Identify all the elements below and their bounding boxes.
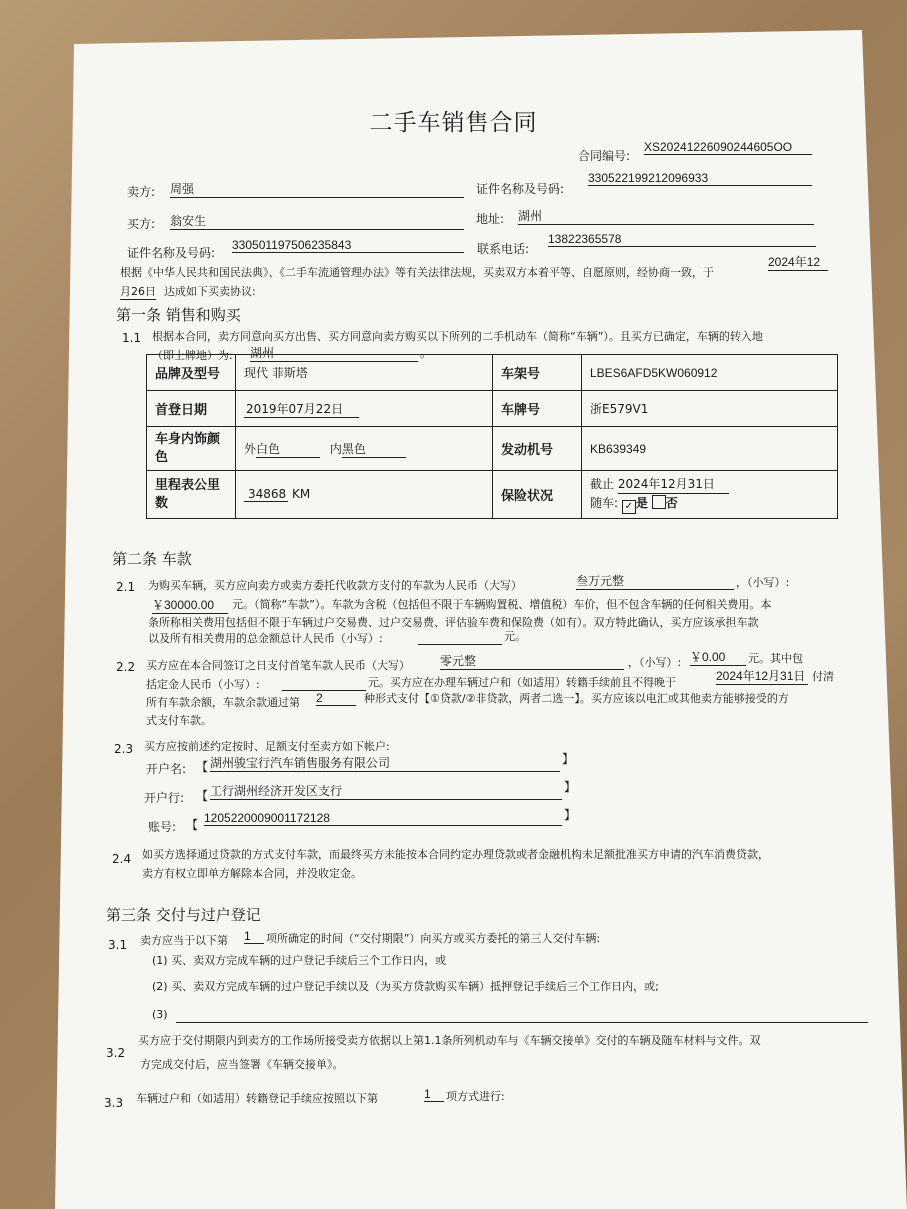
- brand-label: 品牌及型号: [147, 355, 236, 391]
- regdate-cell: [236, 391, 493, 427]
- seller-id-label: 证件名称及号码:: [476, 182, 565, 196]
- mileage-cell: [236, 471, 493, 519]
- p21-b: ，（小写）:: [736, 576, 790, 589]
- p22-date: 2024年12月31日: [716, 667, 808, 685]
- preamble-date-2: 月26日: [120, 285, 156, 298]
- regdate-value: 2019年07月22日: [244, 400, 359, 418]
- plate-label: 车牌号: [493, 391, 582, 427]
- p23-bank-lb: 【: [196, 789, 209, 803]
- page-title: 二手车销售合同: [369, 110, 538, 136]
- insurance-yes-label: 是: [635, 496, 648, 510]
- int-color: 黑色: [342, 440, 406, 458]
- p23-a: 买方应按前述约定按时、足额支付至卖方如下帐户:: [144, 740, 390, 753]
- buyer-label: 买方:: [127, 217, 156, 231]
- p31-o1: (1) 买、卖双方完成车辆的过户登记手续后三个工作日内，或: [152, 954, 447, 967]
- p31-a: 卖方应当于以下第: [140, 934, 228, 947]
- p22-upper: 零元整: [440, 652, 624, 670]
- p24-num: 2.4: [112, 852, 132, 866]
- preamble-line1: 根据《中华人民共和国民法典》、《二手车流通管理办法》等有关法律法规，买卖双方本着平等、自愿原则，经协商一致，于: [120, 266, 714, 279]
- phone-value: 13822365578: [548, 232, 816, 247]
- phone-label: 联系电话:: [477, 242, 530, 256]
- insurance-no-label: 否: [665, 496, 678, 510]
- p33-item: 1: [424, 1087, 444, 1102]
- preamble-date-1: 2024年12: [768, 253, 828, 271]
- seller-value: 周强: [170, 180, 464, 198]
- p32-b: 方完成交付后，应当签署《车辆交接单》。: [140, 1058, 344, 1071]
- engine-label: 发动机号: [493, 427, 582, 471]
- p22-num: 2.2: [116, 660, 136, 674]
- insurance-label: 保险状况: [493, 471, 582, 519]
- insurance-date-row: [590, 475, 829, 494]
- p33-a: 车辆过户和（如适用）转籍登记手续应按照以下第: [136, 1092, 378, 1105]
- p23-acct: 1205220009001172128: [204, 811, 562, 826]
- preamble-line2: 达成如下买卖协议:: [164, 285, 256, 298]
- p23-acct-label: 账号:: [148, 820, 177, 834]
- p22-e: 元。买方应在办理车辆过户和（如适用）转籍手续前且不得晚于: [368, 676, 676, 689]
- p22-d: 括定金人民币（小写）:: [146, 678, 260, 691]
- color-label: 车身内饰颜色: [147, 427, 236, 471]
- insurance-with-row: [590, 494, 829, 514]
- p31-o3: (3): [152, 1008, 168, 1021]
- p22-h: 种形式支付【①贷款/②非贷款，两者二选一】。买方应该以电汇或其他卖方能够接受的方: [364, 692, 789, 705]
- p21-total-blank: [418, 644, 502, 645]
- insurance-no-checkbox[interactable]: [652, 495, 666, 509]
- vehicle-table: [146, 354, 838, 519]
- p22-b: ，（小写）:: [628, 656, 682, 669]
- mileage-unit: KM: [292, 487, 311, 501]
- regdate-label: 首登日期: [147, 391, 236, 427]
- p32-num: 3.2: [106, 1046, 126, 1060]
- seller-id-value: 330522199212096933: [588, 171, 812, 186]
- p23-bank: 工行湖州经济开发区支行: [210, 782, 562, 800]
- mileage-value: 34868: [244, 487, 288, 502]
- p22-way: 2: [316, 691, 356, 706]
- p33-num: 3.3: [104, 1096, 124, 1110]
- p21-c: 元。（简称“车款”）。车款为含税（包括但不限于车辆购置税、增值税）车价，但不包含车辆的任何相关费用。本: [232, 598, 772, 611]
- p23-bank-label: 开户行:: [144, 791, 185, 805]
- mileage-label: 里程表公里数: [147, 471, 236, 519]
- buyer-id-label: 证件名称及号码:: [127, 246, 216, 260]
- p21-e: 以及所有相关费用的总金额总计人民币（小写）:: [148, 632, 383, 645]
- p32-a: 买方应于交付期限内到卖方的工作场所接受卖方依据以上第1.1条所列机动车与《车辆交接单》交付的车辆及随车材料与文件。双: [138, 1034, 761, 1047]
- p23-num: 2.3: [114, 742, 134, 756]
- p23-name-label: 开户名:: [146, 762, 187, 776]
- art2-heading: 第二条 车款: [112, 550, 192, 568]
- p21-f: 元。: [504, 630, 526, 643]
- brand-value: 现代 菲斯塔: [236, 355, 493, 391]
- buyer-id-value: 330501197506235843: [232, 238, 464, 253]
- insurance-yes-checkbox[interactable]: ✓: [622, 500, 636, 514]
- p21-num: 2.1: [116, 580, 136, 594]
- p22-i: 式支付车款。: [146, 714, 212, 727]
- p31-o2: (2) 买、卖双方完成车辆的过户登记手续以及（为买方贷款购买车辆）抵押登记手续后三个工作日内，或;: [152, 980, 659, 993]
- p23-bank-rb: 】: [564, 780, 577, 794]
- insurance-cell: [582, 471, 838, 519]
- plate-value: 浙E579V1: [582, 391, 838, 427]
- ext-color: 白色: [256, 440, 320, 458]
- contract-no-label: 合同编号:: [578, 149, 631, 163]
- engine-value: KB639349: [582, 427, 838, 471]
- address-label: 地址:: [476, 212, 505, 226]
- art1-num: 1.1: [122, 331, 142, 345]
- p22-g: 所有车款余额，车款余款通过第: [146, 696, 300, 709]
- p22-f: 付清: [812, 670, 834, 683]
- address-value: 湖州: [518, 207, 814, 225]
- p23-name: 湖州骏宝行汽车销售服务有限公司: [210, 754, 560, 772]
- insurance-with: 随车:: [590, 496, 619, 510]
- p23-name-lb: 【: [196, 760, 209, 774]
- p31-item: 1: [244, 929, 264, 944]
- p23-acct-rb: 】: [564, 808, 577, 822]
- p23-name-rb: 】: [562, 752, 575, 766]
- vin-value: LBES6AFD5KW060912: [582, 355, 838, 391]
- art1-heading: 第一条 销售和购买: [116, 306, 241, 324]
- art1-period: 。: [420, 346, 433, 360]
- p31-num: 3.1: [108, 938, 128, 952]
- p24-a: 如买方选择通过贷款的方式支付车款，而最终买方未能按本合同约定办理贷款或者金融机构未足额批准买方申请的汽车消费贷款，: [142, 848, 769, 861]
- buyer-value: 翁安生: [170, 212, 464, 230]
- art3-heading: 第三条 交付与过户登记: [106, 906, 261, 924]
- p31-o3-blank: [176, 1022, 868, 1023]
- p22-lower: ￥0.00: [690, 648, 746, 666]
- seller-label: 卖方:: [127, 185, 156, 199]
- contract-no-value: XS20241226090244605OO: [644, 140, 812, 155]
- int-prefix: 内: [329, 441, 342, 456]
- p22-c: 元。其中包: [748, 652, 803, 665]
- p21-lower: ￥30000.00: [152, 596, 228, 614]
- p33-b: 项方式进行:: [446, 1090, 505, 1103]
- p21-upper: 叁万元整: [576, 572, 734, 590]
- art1-place: 湖州: [250, 344, 418, 362]
- insurance-date: 2024年12月31日: [618, 475, 729, 494]
- art1-text2: （即上牌地）为:: [152, 349, 233, 362]
- art1-text1: 根据本合同，卖方同意向买方出售、买方同意向卖方购买以下所列的二手机动车（简称“车辆”）。且买方已确定，车辆的转入地: [152, 330, 763, 343]
- p22-a: 买方应在本合同签订之日支付首笔车款人民币（大写）: [146, 659, 410, 672]
- p24-b: 卖方有权立即单方解除本合同，并没收定金。: [142, 867, 362, 880]
- p23-acct-lb: 【: [186, 818, 199, 832]
- p21-d: 条所称相关费用包括但不限于车辆过户交易费、过户交易费、评估验车费和保险费（如有）。双方特此确认，买方应该承担车款: [148, 616, 759, 629]
- ext-prefix: 外: [244, 441, 257, 456]
- insurance-prefix: 截止: [590, 477, 615, 491]
- p21-a: 为购买车辆，买方应向卖方或卖方委托代收款方支付的车款为人民币（大写）: [148, 579, 522, 592]
- color-cell: [236, 427, 493, 471]
- vin-label: 车架号: [493, 355, 582, 391]
- p31-b: 项所确定的时间（“交付期限”）向买方或买方委托的第三人交付车辆:: [266, 932, 601, 945]
